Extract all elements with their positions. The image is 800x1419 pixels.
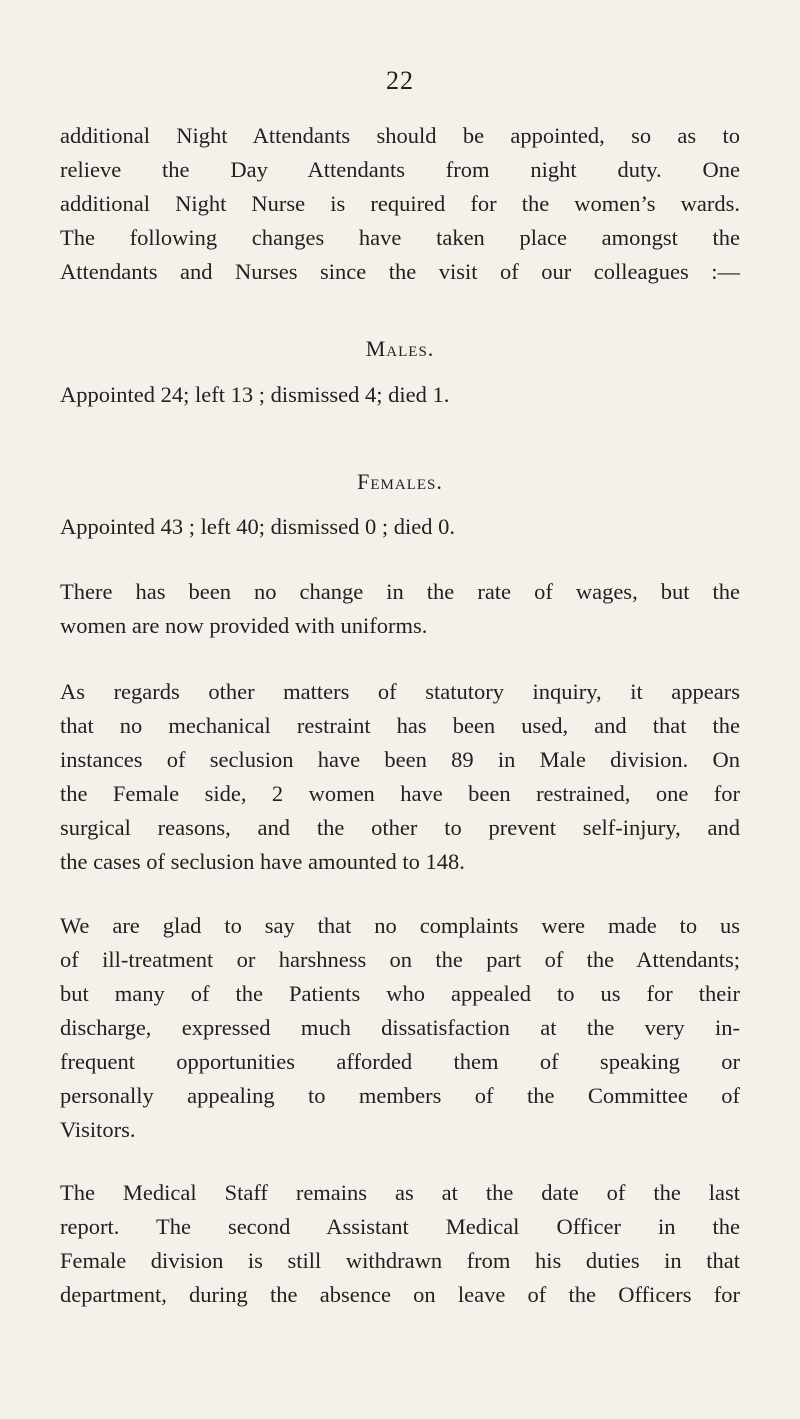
- text-line: The following changes have taken place amongst the: [60, 225, 740, 250]
- text-line: Appointed 43 ; left 40; dismissed 0 ; died 0.: [60, 514, 455, 539]
- text-line: the Female side, 2 women have been restrained, one for: [60, 781, 740, 806]
- text-line: surgical reasons, and the other to prevent self-injury, and: [60, 815, 740, 840]
- text-line: relieve the Day Attendants from night duty. One: [60, 157, 740, 182]
- paragraph-medical-staff: [60, 1176, 740, 1312]
- females-stats: [60, 510, 740, 544]
- page-number: 22: [386, 66, 414, 95]
- text-line: of ill-treatment or harshness on the part of the Attendants;: [60, 947, 740, 972]
- females-heading: Females.: [357, 469, 443, 494]
- text-line: Attendants and Nurses since the visit of our colleagues :—: [60, 259, 740, 284]
- text-line: frequent opportunities afforded them of speaking or: [60, 1049, 740, 1074]
- males-heading: Males.: [365, 336, 435, 361]
- text-line: personally appealing to members of the Committee of: [60, 1083, 740, 1108]
- text-line: Visitors.: [60, 1117, 136, 1142]
- text-line: additional Night Nurse is required for the women’s wards.: [60, 191, 740, 216]
- text-line: department, during the absence on leave of the Officers for: [60, 1282, 740, 1307]
- text-line: but many of the Patients who appealed to us for their: [60, 981, 740, 1006]
- text-line: that no mechanical restraint has been used, and that the: [60, 713, 740, 738]
- text-line: Female division is still withdrawn from his duties in that: [60, 1248, 740, 1273]
- paragraph-attendants: [60, 119, 740, 289]
- males-stats: [60, 378, 740, 412]
- text-line: Appointed 24; left 13 ; dismissed 4; died 1.: [60, 382, 450, 407]
- text-line: discharge, expressed much dissatisfaction at the very in-: [60, 1015, 740, 1040]
- paragraph-restraint: [60, 675, 740, 879]
- text-line: women are now provided with uniforms.: [60, 613, 428, 638]
- paragraph-complaints: [60, 909, 740, 1147]
- text-line: The Medical Staff remains as at the date of the last: [60, 1180, 740, 1205]
- text-line: We are glad to say that no complaints were made to us: [60, 913, 740, 938]
- text-line: additional Night Attendants should be appointed, so as to: [60, 123, 740, 148]
- paragraph-wages: [60, 575, 740, 643]
- text-line: the cases of seclusion have amounted to 148.: [60, 849, 465, 874]
- text-line: As regards other matters of statutory inquiry, it appears: [60, 679, 740, 704]
- text-line: report. The second Assistant Medical Officer in the: [60, 1214, 740, 1239]
- text-line: There has been no change in the rate of wages, but the: [60, 579, 740, 604]
- text-line: instances of seclusion have been 89 in Male division. On: [60, 747, 740, 772]
